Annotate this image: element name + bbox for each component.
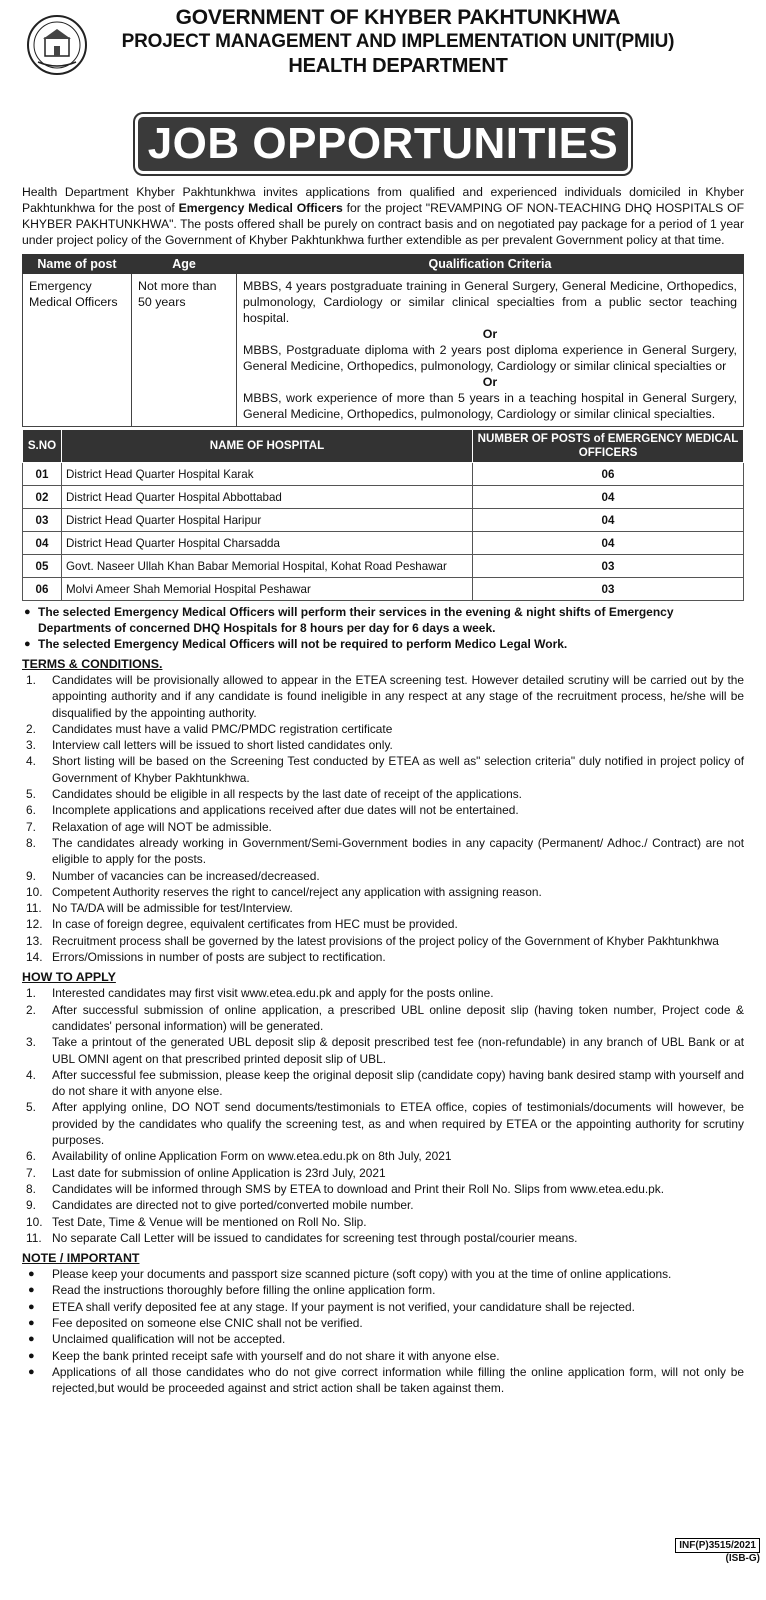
list-item: ● Keep the bank printed receipt safe with yourself and do not share it with anyone else. <box>22 1348 744 1364</box>
reference-sub: (ISB-G) <box>725 1553 760 1564</box>
row-hospital: District Head Quarter Hospital Karak <box>62 463 473 486</box>
table-row <box>23 555 744 578</box>
item-number: 6. <box>26 803 36 818</box>
item-text: Test Date, Time & Venue will be mentioned on Roll No. Slip. <box>52 1214 367 1229</box>
item-text: Incomplete applications and applications received after due dates will not be entertained. <box>52 803 519 818</box>
list-item <box>22 753 744 786</box>
terms-list <box>22 672 744 965</box>
item-number: 1. <box>26 673 36 687</box>
criteria-option-2: MBBS, Postgraduate diploma with 2 years post diploma experience in General Surgery, General Medicine, Orthopedics, pulmonology, Cardiology or similar clinical specialties or <box>243 343 737 373</box>
row-hospital: District Head Quarter Hospital Charsadda <box>62 532 473 555</box>
duty-notes <box>22 604 744 652</box>
criteria-option-1: MBBS, 4 years postgraduate training in General Surgery, General Medicine, Orthopedics, pulmonology, Cardiology or similar clinical specialties from a public sector teaching hospital. <box>243 279 737 325</box>
list-item <box>22 1002 744 1035</box>
advertisement <box>22 6 744 1396</box>
item-number: 2. <box>26 721 36 736</box>
list-item <box>22 721 744 737</box>
item-number: 6. <box>26 1149 36 1164</box>
item-text: Take a printout of the generated UBL deposit slip & deposit prescribed test fee (non-refundable) in any branch of UBL Bank or at UBL OMNI agent on that prescribed printed deposit slip of UBL. <box>52 1035 744 1066</box>
item-number: 14. <box>26 950 43 965</box>
item-text: Short listing will be based on the Screening Test conducted by ETEA as well as" selection criteria" duly notified in project policy of Government of Khyber Pakhtunkhwa. <box>52 754 744 785</box>
list-item: ● Unclaimed qualification will not be accepted. <box>22 1331 744 1347</box>
criteria-option-3: MBBS, work experience of more than 5 years in a teaching hospital in General Surgery, General Medicine, Orthopedics, pulmonology, Cardiology or similar clinical specialties. <box>243 391 737 421</box>
row-posts: 04 <box>473 486 744 509</box>
row-hospital: District Head Quarter Hospital Abbottabad <box>62 486 473 509</box>
item-text: After successful submission of online application, a prescribed UBL online deposit slip (having token number, Project code & candidates' personal information) will be generated. <box>52 1002 744 1033</box>
list-item <box>22 949 744 965</box>
table-row <box>23 532 744 555</box>
item-text: Recruitment process shall be governed by the latest provisions of the project policy of the Government of Khyber Pakhtunkhwa <box>52 933 719 948</box>
post-name: Emergency Medical Officers <box>23 274 132 427</box>
item-number: 4. <box>26 754 36 769</box>
item-text: No TA/DA will be admissible for test/Interview. <box>52 901 293 916</box>
list-item <box>22 1214 744 1230</box>
item-number: 13. <box>26 933 43 948</box>
list-item <box>22 737 744 753</box>
item-text: Interview call letters will be issued to short listed candidates only. <box>52 738 393 753</box>
item-number: 2. <box>26 1002 36 1017</box>
item-number: 3. <box>26 1035 36 1050</box>
table-row <box>23 509 744 532</box>
list-item: ● ETEA shall verify deposited fee at any stage. If your payment is not verified, your candidature shall be rejected. <box>22 1299 744 1315</box>
list-item <box>22 1181 744 1197</box>
header-line-2: PROJECT MANAGEMENT AND IMPLEMENTATION UNIT(PMIU) <box>121 31 675 52</box>
col-header-sno: S.NO <box>23 430 62 463</box>
list-item: ● Fee deposited on someone else CNIC shall not be verified. <box>22 1315 744 1331</box>
item-text: Candidates must have a valid PMC/PMDC registration certificate <box>52 721 393 736</box>
row-hospital: Govt. Naseer Ullah Khan Babar Memorial Hospital, Kohat Road Peshawar <box>62 555 473 578</box>
apply-list <box>22 985 744 1246</box>
list-item <box>22 1148 744 1164</box>
list-item <box>22 985 744 1001</box>
row-sno: 03 <box>23 509 62 532</box>
header-line-3: HEALTH DEPARTMENT <box>288 55 508 77</box>
item-text: After applying online, DO NOT send documents/testimonials to ETEA office, copies of testimonials/documents will however, be provided by the candidates who qualify the screening test, as and when required by ETEA or the appointing authority for scrutiny purposes. <box>52 1100 744 1148</box>
item-number: 11. <box>26 901 42 916</box>
row-sno: 02 <box>23 486 62 509</box>
item-number: 12. <box>26 917 43 932</box>
row-posts: 03 <box>473 555 744 578</box>
item-text: Availability of online Application Form on www.etea.edu.pk on 8th July, 2021 <box>52 1149 452 1164</box>
item-text: Interested candidates may first visit www.etea.edu.pk and apply for the posts online. <box>52 986 494 1001</box>
list-item <box>22 786 744 802</box>
hospital-table <box>22 429 744 601</box>
item-text: No separate Call Letter will be issued to candidates for screening test through postal/courier means. <box>52 1230 578 1245</box>
age-limit: Not more than 50 years <box>132 274 237 427</box>
duty-note: ● The selected Emergency Medical Officers will not be required to perform Medico Legal Work. <box>22 636 744 652</box>
reference-code: INF(P)3515/2021 <box>675 1538 760 1553</box>
table-row <box>23 463 744 486</box>
list-item <box>22 1034 744 1067</box>
item-text: In case of foreign degree, equivalent certificates from HEC must be provided. <box>52 917 458 932</box>
job-opportunities-banner: JOB OPPORTUNITIES <box>135 114 631 174</box>
item-text: Candidates will be provisionally allowed to appear in the ETEA screening test. However detailed scrutiny will be carried out by the appointing authority and if any candidate is found ineligible in any respect at any stage of the recruitment process, he/she will be disqualified by the appointing authority. <box>52 673 744 720</box>
row-posts: 04 <box>473 509 744 532</box>
col-header-age: Age <box>132 255 237 274</box>
list-item <box>22 1099 744 1148</box>
list-item <box>22 933 744 949</box>
or-separator: Or <box>482 327 498 341</box>
notes-list <box>22 1266 744 1396</box>
list-item <box>22 819 744 835</box>
list-item <box>22 916 744 932</box>
item-number: 3. <box>26 738 36 753</box>
item-text: Errors/Omissions in number of posts are subject to rectification. <box>52 950 386 965</box>
col-header-hospital: NAME OF HOSPITAL <box>62 430 473 463</box>
row-sno: 05 <box>23 555 62 578</box>
row-hospital: Molvi Ameer Shah Memorial Hospital Peshawar <box>62 578 473 601</box>
col-header-post: Name of post <box>23 255 132 274</box>
row-sno: 01 <box>23 463 62 486</box>
intro-text-2: for the project "REVAMPING OF NON-TEACHING DHQ HOSPITALS OF KHYBER PAKHTUNKHWA". The posts offered shall be purely on contract basis and on negotiated pay package for a period of 1 year under project policy of the Government of Khyber Pakhtunkhwa further extendible as per prevalent Government policy at that time. <box>22 201 745 247</box>
col-header-posts: NUMBER OF POSTS of EMERGENCY MEDICAL OFFICERS <box>473 430 744 463</box>
item-number: 8. <box>26 835 36 850</box>
intro-post-name: Emergency Medical Officers <box>178 201 343 215</box>
ad-reference <box>675 1538 760 1564</box>
item-number: 8. <box>26 1181 36 1196</box>
item-text: Number of vacancies can be increased/decreased. <box>52 868 320 883</box>
notes-heading: NOTE / IMPORTANT <box>22 1251 140 1266</box>
list-item <box>22 835 744 868</box>
item-number: 1. <box>26 986 36 1001</box>
item-number: 5. <box>26 1100 36 1115</box>
col-header-criteria: Qualification Criteria <box>237 255 744 274</box>
list-item <box>22 1197 744 1213</box>
row-sno: 06 <box>23 578 62 601</box>
item-text: Competent Authority reserves the right to cancel/reject any application with assigning reason. <box>52 884 542 899</box>
item-number: 7. <box>26 1165 36 1180</box>
item-text: Candidates will be informed through SMS by ETEA to download and Print their Roll No. Slips from www.etea.edu.pk. <box>52 1181 665 1196</box>
list-item <box>22 672 744 721</box>
item-text: Last date for submission of online Application is 23rd July, 2021 <box>52 1165 386 1180</box>
or-separator: Or <box>482 375 498 389</box>
list-item: ● Please keep your documents and passport size scanned picture (soft copy) with you at the time of online applications. <box>22 1266 744 1282</box>
item-number: 10. <box>26 884 43 899</box>
item-number: 9. <box>26 1198 36 1213</box>
list-item <box>22 802 744 818</box>
list-item <box>22 1230 744 1246</box>
row-posts: 03 <box>473 578 744 601</box>
kp-government-seal-icon <box>26 14 88 76</box>
row-hospital: District Head Quarter Hospital Haripur <box>62 509 473 532</box>
list-item <box>22 1165 744 1181</box>
intro-text-1: Health Department Khyber Pakhtunkhwa invites applications from qualified and experienced individuals domiciled in Khyber Pakhtunkhwa for the post of <box>22 185 744 215</box>
intro-paragraph <box>22 184 744 248</box>
item-number: 11. <box>26 1230 42 1245</box>
item-number: 10. <box>26 1214 43 1229</box>
item-text: Candidates are directed not to give ported/converted mobile number. <box>52 1198 414 1213</box>
row-sno: 04 <box>23 532 62 555</box>
header-line-1: GOVERNMENT OF KHYBER PAKHTUNKHWA <box>175 6 621 29</box>
list-item: ● Read the instructions thoroughly before filling the online application form. <box>22 1282 744 1298</box>
item-number: 7. <box>26 819 36 834</box>
item-number: 5. <box>26 787 36 802</box>
row-posts: 06 <box>473 463 744 486</box>
how-to-apply-heading: HOW TO APPLY <box>22 970 116 985</box>
list-item <box>22 900 744 916</box>
qualification-table <box>22 254 744 427</box>
table-row <box>23 578 744 601</box>
item-text: Relaxation of age will NOT be admissible. <box>52 819 272 834</box>
list-item <box>22 868 744 884</box>
item-text: The candidates already working in Government/Semi-Government bodies in any capacity (Permanent/ Adhoc./ Contract) are not eligible to apply for the posts. <box>52 835 744 867</box>
qualification-criteria <box>237 274 744 427</box>
header <box>22 6 744 110</box>
item-text: Candidates should be eligible in all respects by the last date of receipt of the applications. <box>52 787 522 802</box>
terms-heading: TERMS & CONDITIONS. <box>22 657 163 671</box>
item-number: 9. <box>26 868 36 883</box>
list-item <box>22 1067 744 1100</box>
row-posts: 04 <box>473 532 744 555</box>
duty-note: ● The selected Emergency Medical Officers will perform their services in the evening & night shifts of Emergency Departments of concerned DHQ Hospitals for 8 hours per day for 6 days a week. <box>22 604 744 636</box>
list-item: ● Applications of all those candidates who do not give correct information while filling the online application form, will not only be rejected,but would be proceeded against and strict action shall be taken against them. <box>22 1364 744 1397</box>
table-row <box>23 486 744 509</box>
item-number: 4. <box>26 1067 36 1082</box>
item-text: After successful fee submission, please keep the original deposit slip (candidate copy) having bank desired stamp with yourself and do not share it with anyone else. <box>52 1067 744 1099</box>
list-item <box>22 884 744 900</box>
